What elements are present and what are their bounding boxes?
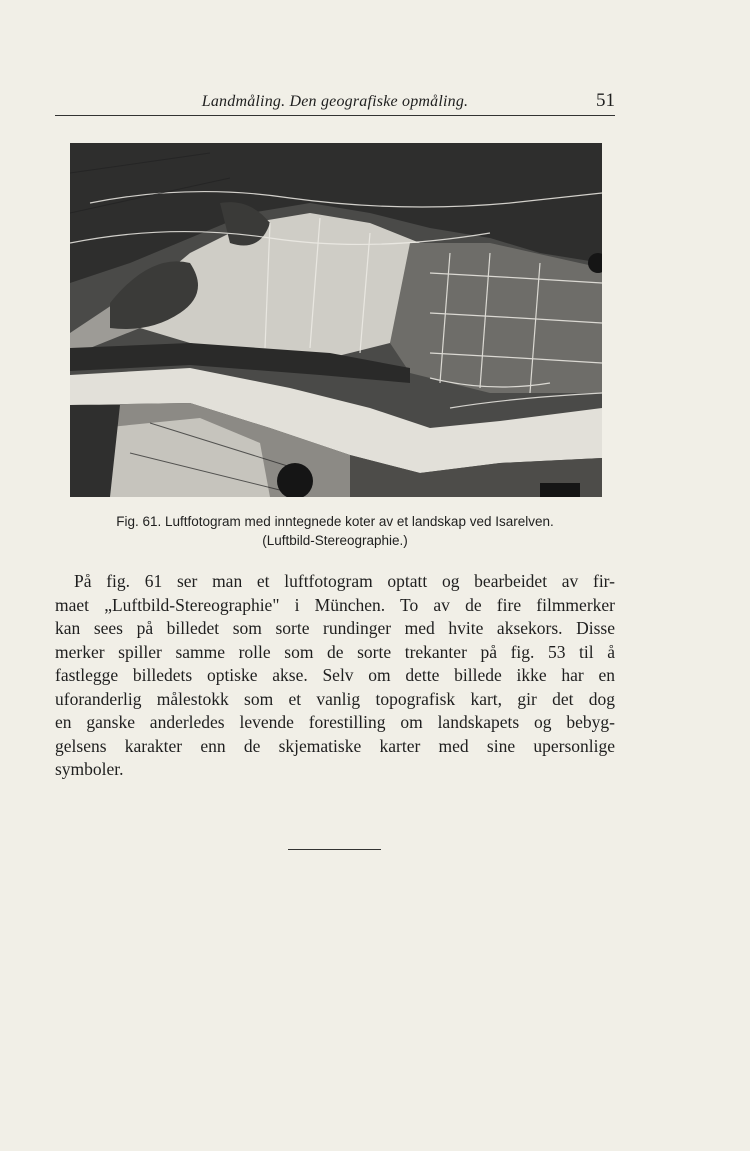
page-header (55, 88, 615, 116)
paragraph-line: maet „Luftbild-Stereographie" i München. To av de fire filmmerker (55, 594, 615, 615)
page-number: 51 (596, 90, 615, 111)
paragraph-line: kan sees på billedet som sorte rundinger med hvite aksekors. Disse (55, 618, 615, 638)
paragraph-line: uforanderlig målestokk som et vanlig topografisk kart, gir det dog (55, 688, 615, 709)
figure-caption (55, 512, 615, 550)
header-rule (55, 115, 615, 116)
aerial-photograph-image (70, 143, 602, 497)
caption-line-1: Fig. 61. Luftfotogram med inntegnede koter av et landskap ved Isarelven. (116, 514, 554, 529)
caption-line-2: (Luftbild-Stereographie.) (262, 533, 408, 548)
aerial-photograph (70, 143, 602, 497)
paragraph-line: gelsens karakter enn de skjematiske karter med sine upersonlige (55, 735, 615, 756)
paragraph-line: merker spiller samme rolle som de sorte trekanter på fig. 53 til å (55, 641, 615, 662)
section-end-rule (288, 849, 381, 850)
paragraph-line: fastlegge billedets optiske akse. Selv om dette billede ikke har en (55, 665, 615, 685)
paragraph-line: På fig. 61 ser man et luftfotogram optatt og bearbeidet av fir- (74, 571, 615, 591)
body-paragraph (55, 570, 615, 782)
paragraph-line: en ganske anderledes levende forestilling om landskapets og bebyg- (55, 712, 615, 732)
paragraph-line: symboler. (55, 759, 124, 779)
running-title: Landmåling. Den geografiske opmåling. (201, 93, 469, 110)
